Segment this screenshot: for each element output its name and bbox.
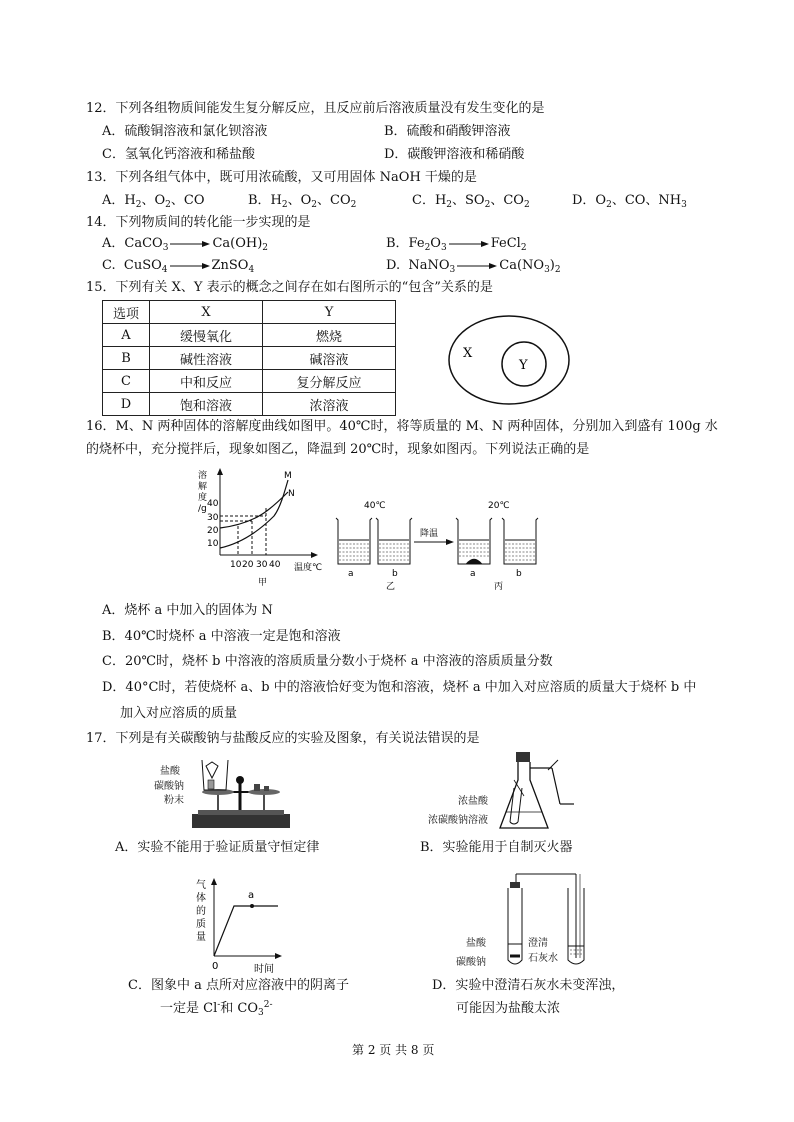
q12-option-c: C．氢氧化钙溶液和稀盐酸 [102, 147, 255, 162]
curve-label-m: M [284, 471, 292, 481]
graph-ylabel: 解 [198, 482, 208, 492]
curve-label-n: N [288, 489, 295, 499]
beakers-yi-caption: 乙 [386, 582, 396, 592]
q16-option-d-line1: D．40°C时，若使烧杯 a、b 中的溶液恰好变为饱和溶液，烧杯 a 中加入对应溶质的质量大于烧杯 b 中 [102, 680, 697, 695]
figd-label-limewater: 澄清 [528, 938, 548, 949]
graph-origin: 0 [212, 961, 219, 972]
figa-label-hcl: 盐酸 [160, 766, 180, 777]
graph-ylabel: 气 [196, 880, 206, 891]
graph-ytick: 20 [207, 526, 219, 536]
q13-option-c: C．$H_2$、$SO_2$、$CO_2$ [412, 193, 530, 210]
table-cell: B [103, 347, 150, 370]
q15-table [102, 300, 396, 416]
figb-label-na2co3: 浓碳酸钠溶液 [428, 815, 488, 826]
table-header-row [103, 301, 396, 324]
graph-ytick: 10 [207, 539, 219, 549]
q12-stem: 12．下列各组物质间能发生复分解反应，且反应前后溶液质量没有发生变化的是 [86, 101, 545, 116]
graph-ytick: 30 [207, 513, 219, 523]
graph-ytick: 40 [207, 499, 219, 509]
venn-label-x: X [463, 346, 473, 361]
test-tube-setup-icon [496, 872, 592, 972]
q13-stem: 13．下列各组气体中，既可用浓硫酸，又可用固体 NaOH 干燥的是 [86, 170, 477, 185]
table-row [103, 324, 396, 347]
q17-option-b: B．实验能用于自制灭火器 [420, 840, 573, 855]
table-cell: 碱溶液 [263, 347, 396, 370]
table-header-cell: 选项 [103, 301, 150, 324]
figa-label-powder: 粉末 [164, 795, 184, 806]
q16-option-c: C．20℃时，烧杯 b 中溶液的溶质质量分数小于烧杯 a 中溶液的溶质质量分数 [102, 654, 553, 669]
q17-stem: 17．下列是有关碳酸钠与盐酸反应的实验及图象，有关说法错误的是 [86, 731, 480, 746]
table-row [103, 370, 396, 393]
table-cell: A [103, 324, 150, 347]
beakers-bing-caption: 丙 [494, 582, 504, 592]
beaker-label-b: b [516, 569, 522, 579]
table-cell: 中和反应 [150, 370, 263, 393]
q15-venn-diagram [446, 312, 576, 408]
q12-option-b: B．硫酸和硝酸钾溶液 [384, 124, 511, 139]
graph-ylabel: 量 [196, 932, 206, 943]
beaker-label-a: a [470, 569, 476, 579]
graph-ylabel: 溶 [198, 471, 208, 481]
q16-option-a: A．烧杯 a 中加入的固体为 N [102, 603, 273, 618]
figb-label-hcl: 浓盐酸 [458, 796, 488, 807]
table-cell: D [103, 393, 150, 416]
page-footer: 第 2 页 共 8 页 [352, 1043, 435, 1057]
graph-xtick: 20 [242, 560, 254, 570]
q12-option-d: D．碳酸钾溶液和稀硝酸 [384, 147, 525, 162]
q17-option-a: A．实验不能用于验证质量守恒定律 [115, 840, 320, 855]
graph-xtick: 40 [269, 560, 281, 570]
table-cell: 复分解反应 [263, 370, 396, 393]
graph-ylabel: 质 [196, 919, 206, 930]
figd-label-limewater: 石灰水 [528, 953, 558, 964]
figa-label-na2co3: 碳酸钠 [154, 781, 184, 792]
table-cell: 缓慢氧化 [150, 324, 263, 347]
q14-option-d: D. NaNO$_3$ $Ca(NO_3)_2$ [386, 258, 561, 275]
q14-option-b: B．$Fe_2O_3$ FeCl$_2$ [386, 236, 527, 253]
q16-beakers [330, 492, 552, 592]
q13-option-d: D．$O_2$、CO、$NH_3$ [572, 193, 687, 210]
graph-ylabel: 的 [196, 906, 206, 917]
q16-solubility-graph [196, 466, 332, 590]
q14-option-c: C. CuSO$_4$ ZnSO$_4$ [102, 258, 255, 275]
graph-xlabel: 温度℃ [294, 563, 323, 573]
graph-point-label: a [248, 890, 255, 901]
cooling-label: 降温 [420, 529, 439, 539]
q17-gas-mass-graph [192, 876, 288, 976]
q16-stem-line1: 16．M、N 两种固体的溶解度曲线如图甲。40℃时，将等质量的 M、N 两种固体，分别加入到盛有 100g 水 [86, 419, 718, 434]
q17-option-c-line2: 一定是 Cl-和 $CO_3^{2-}$ [160, 1000, 273, 1018]
q14-option-a: A．CaCO$_3$ $Ca(OH)_2$ [102, 236, 269, 253]
table-cell: C [103, 370, 150, 393]
table-cell: 饱和溶液 [150, 393, 263, 416]
beakers-yi-temp: 40℃ [364, 501, 386, 511]
q17-option-d-line2: 可能因为盐酸太浓 [456, 1001, 561, 1016]
graph-xlabel: 时间 [254, 964, 274, 975]
table-row [103, 347, 396, 370]
q17-option-d-line1: D．实验中澄清石灰水未变浑浊， [432, 978, 625, 993]
figd-label-hcl: 盐酸 [466, 938, 486, 949]
graph-ylabel: 体 [196, 893, 206, 904]
q16-option-d-line2: 加入对应溶质的质量 [120, 706, 238, 721]
q13-option-a: A．$H_2$、$O_2$、CO [102, 193, 205, 210]
beakers-bing-temp: 20℃ [488, 501, 510, 511]
q12-option-a: A．硫酸铜溶液和氯化钡溶液 [102, 124, 268, 139]
table-cell: 浓溶液 [263, 393, 396, 416]
balance-icon [188, 756, 294, 832]
q14-stem: 14．下列物质间的转化能一步实现的是 [86, 215, 311, 230]
beaker-label-a: a [348, 569, 354, 579]
table-cell: 燃烧 [263, 324, 396, 347]
graph-caption: 甲 [258, 578, 268, 588]
q16-option-b: B．40℃时烧杯 a 中溶液一定是饱和溶液 [102, 629, 341, 644]
flask-icon [494, 746, 584, 838]
q16-stem-line2: 的烧杯中，充分搅拌后，现象如图乙，降温到 20℃时，现象如图丙。下列说法正确的是 [86, 442, 590, 457]
table-row [103, 393, 396, 416]
beaker-label-b: b [392, 569, 398, 579]
table-cell: 碱性溶液 [150, 347, 263, 370]
graph-xtick: 10 [230, 560, 242, 570]
figd-label-na2co3: 碳酸钠 [456, 957, 486, 968]
venn-label-y: Y [519, 358, 528, 373]
table-header-cell: X [150, 301, 263, 324]
q13-option-b: B．$H_2$、$O_2$、$CO_2$ [248, 193, 357, 210]
graph-ylabel: 度 [198, 493, 208, 503]
table-header-cell: Y [263, 301, 396, 324]
graph-xtick: 30 [256, 560, 268, 570]
q17-option-c-line1: C．图象中 a 点所对应溶液中的阴离子 [128, 978, 349, 993]
precipitate-icon [466, 559, 482, 564]
q15-stem: 15．下列有关 X、Y 表示的概念之间存在如右图所示的“包含”关系的是 [86, 280, 493, 295]
graph-ylabel: /g [198, 504, 207, 514]
